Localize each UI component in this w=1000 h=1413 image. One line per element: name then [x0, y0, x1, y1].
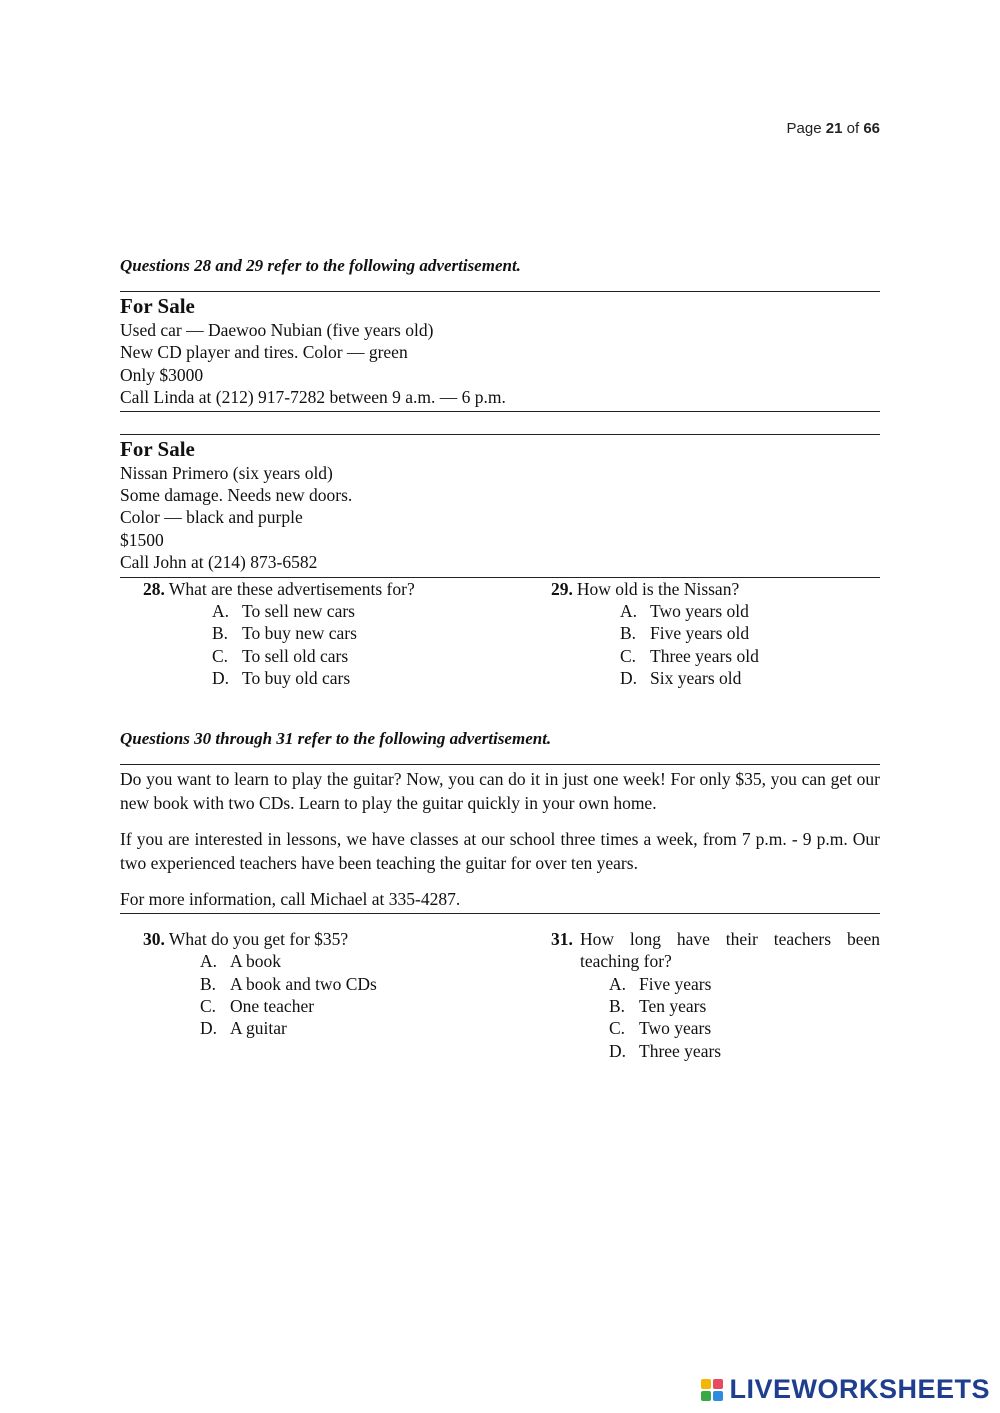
- option-d[interactable]: D. To buy old cars: [212, 668, 351, 689]
- ad-title: For Sale: [120, 294, 195, 318]
- option-b[interactable]: B. A book and two CDs: [200, 973, 377, 994]
- option-a[interactable]: A. Two years old: [620, 601, 749, 622]
- option-a[interactable]: A. A book: [200, 951, 282, 972]
- logo-tiles-icon: [701, 1379, 723, 1401]
- ad-line: Only $3000: [120, 364, 204, 385]
- page-number: [787, 120, 880, 137]
- ad-title: For Sale: [120, 436, 195, 461]
- option-b[interactable]: B. Five years old: [620, 623, 750, 644]
- question-number: 30.: [143, 928, 165, 949]
- page-current: 21: [825, 120, 843, 137]
- option-b[interactable]: B. To buy new cars: [212, 623, 357, 644]
- ad-line: New CD player and tires. Color — green: [120, 342, 408, 363]
- page-label: Page: [786, 120, 822, 137]
- worksheet-content: [120, 255, 880, 1062]
- question-29: [500, 578, 880, 690]
- question-30: [120, 928, 500, 1062]
- question-31: [500, 928, 880, 1062]
- option-c[interactable]: C. Three years old: [620, 645, 759, 666]
- option-c[interactable]: C. To sell old cars: [212, 645, 349, 666]
- question-number: 28.: [143, 578, 165, 599]
- logo-tile: [701, 1379, 711, 1389]
- ad-line: Color — black and purple: [120, 507, 303, 528]
- passage-paragraph: If you are interested in lessons, we have classes at our school three times a week, from 7 p.m. - 9 p.m. Our two experienced teachers have been teaching the guitar for over ten years.: [120, 828, 880, 873]
- logo-tile: [713, 1391, 723, 1401]
- passage-paragraph: Do you want to learn to play the guitar? Now, you can do it in just one week! For only $35, you can get our new book with two CDs. Learn to play the guitar quickly in your own home.: [120, 768, 880, 813]
- question-number: 29.: [551, 578, 573, 599]
- section2-intro: Questions 30 through 31 refer to the following advertisement.: [120, 728, 552, 748]
- option-d[interactable]: D. Six years old: [620, 668, 742, 689]
- page-total: 66: [863, 120, 880, 137]
- option-d[interactable]: D. Three years: [609, 1040, 722, 1061]
- question-stem: What are these advertisements for?: [168, 578, 415, 599]
- passage-paragraph: For more information, call Michael at 335-4287.: [120, 888, 461, 909]
- option-b[interactable]: B. Ten years: [609, 995, 707, 1016]
- liveworksheets-logo: [701, 1374, 990, 1405]
- logo-tile: [701, 1391, 711, 1401]
- ad-line: Nissan Primero (six years old): [120, 462, 333, 483]
- option-c[interactable]: C. Two years: [609, 1018, 712, 1039]
- question-number: 31.: [551, 928, 573, 949]
- question-28: [120, 578, 500, 690]
- logo-text: LIVEWORKSHEETS: [729, 1374, 990, 1404]
- ad-daewoo: [120, 291, 880, 412]
- ad-nissan: [120, 434, 880, 576]
- ad-line: Used car — Daewoo Nubian (five years old): [120, 320, 434, 340]
- page-of: of: [846, 120, 860, 137]
- logo-tile: [713, 1379, 723, 1389]
- option-d[interactable]: D. A guitar: [200, 1018, 287, 1039]
- section-2: [120, 728, 880, 1062]
- questions-28-29: [120, 577, 880, 690]
- guitar-advertisement: [120, 764, 880, 914]
- question-stem: How old is the Nissan?: [576, 578, 740, 599]
- ad-line: Call Linda at (212) 917-7282 between 9 a.m. — 6 p.m.: [120, 387, 506, 408]
- question-stem: What do you get for $35?: [168, 928, 349, 949]
- ad-line: $1500: [120, 529, 164, 550]
- section1-intro: Questions 28 and 29 refer to the following advertisement.: [120, 256, 521, 275]
- option-a[interactable]: A. Five years: [609, 973, 712, 994]
- option-c[interactable]: C. One teacher: [200, 995, 315, 1016]
- ad-line: Some damage. Needs new doors.: [120, 485, 353, 506]
- ad-line: Call John at (214) 873-6582: [120, 552, 318, 573]
- question-stem: How long have their teachers been teaching for?: [580, 928, 880, 972]
- questions-30-31: [120, 928, 880, 1062]
- option-a[interactable]: A. To sell new cars: [212, 601, 355, 622]
